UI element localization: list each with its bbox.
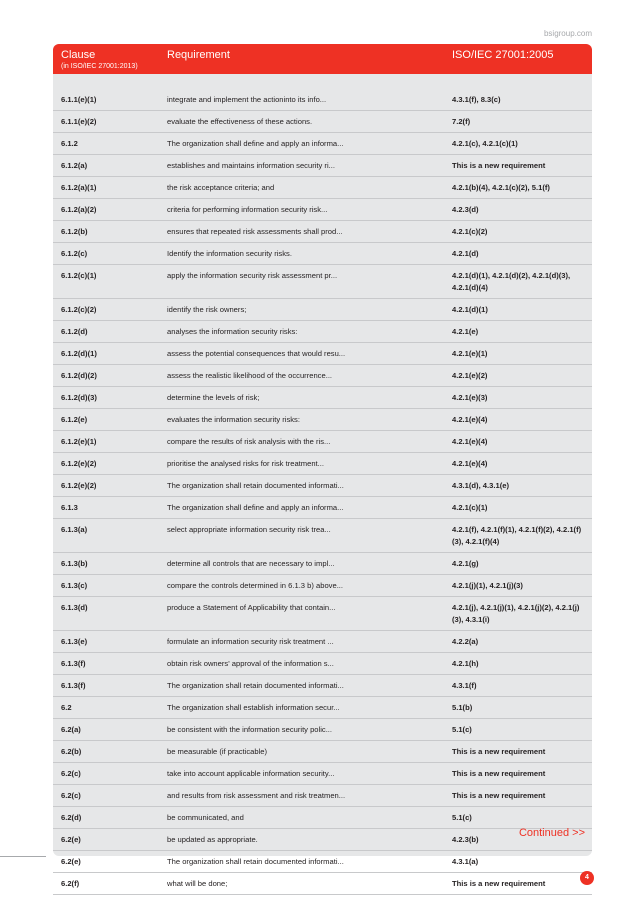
table-row bbox=[53, 221, 592, 243]
iso-reference-cell: 4.3.1(d), 4.3.1(e) bbox=[452, 481, 509, 490]
requirement-cell: determine all controls that are necessary to impl... bbox=[167, 559, 335, 568]
requirement-cell: produce a Statement of Applicability that contain... bbox=[167, 603, 336, 612]
clause-cell: 6.1.2(a) bbox=[61, 161, 88, 170]
clause-cell: 6.1.3 bbox=[61, 503, 78, 512]
clause-cell: 6.1.2(a)(1) bbox=[61, 183, 97, 192]
clause-cell: 6.2 bbox=[61, 703, 72, 712]
iso-reference-cell: 4.2.1(d) bbox=[452, 249, 479, 258]
table-row bbox=[53, 497, 592, 519]
iso-reference-cell: 4.2.1(d)(1), 4.2.1(d)(2), 4.2.1(d)(3), 4.2.1(d)(4) bbox=[452, 271, 571, 292]
requirement-cell: be consistent with the information security polic... bbox=[167, 725, 333, 734]
clause-cell: 6.1.2(e)(1) bbox=[61, 437, 97, 446]
header-clause-subtitle: (in ISO/IEC 27001:2013) bbox=[61, 63, 138, 70]
site-url[interactable]: bsigroup.com bbox=[543, 29, 592, 38]
iso-reference-cell: 4.2.1(j), 4.2.1(j)(1), 4.2.1(j)(2), 4.2.1(j)(3), 4.3.1(i) bbox=[452, 603, 580, 624]
table-row bbox=[53, 829, 592, 851]
iso-reference-cell: 4.2.1(e)(4) bbox=[452, 459, 488, 468]
iso-reference-cell: 4.3.1(f), 8.3(c) bbox=[452, 95, 501, 104]
table-row bbox=[53, 177, 592, 199]
clause-cell: 6.1.2(e) bbox=[61, 415, 88, 424]
requirement-cell: what will be done; bbox=[167, 879, 228, 888]
clause-cell: 6.1.3(f) bbox=[61, 681, 86, 690]
table-row bbox=[53, 597, 592, 631]
clause-cell: 6.1.1(e)(2) bbox=[61, 117, 97, 126]
clause-cell: 6.1.2(e)(2) bbox=[61, 481, 97, 490]
header-requirement: Requirement bbox=[167, 49, 230, 61]
table-row bbox=[53, 575, 592, 597]
table-row bbox=[53, 553, 592, 575]
clause-cell: 6.2(b) bbox=[61, 747, 82, 756]
table-row bbox=[53, 133, 592, 155]
iso-reference-cell: 4.2.1(e)(2) bbox=[452, 371, 488, 380]
requirement-cell: identify the risk owners; bbox=[167, 305, 247, 314]
requirement-cell: evaluate the effectiveness of these actions. bbox=[167, 117, 313, 126]
requirement-cell: analyses the information security risks: bbox=[167, 327, 298, 336]
table-row bbox=[53, 431, 592, 453]
requirement-cell: Identify the information security risks. bbox=[167, 249, 292, 258]
requirement-cell: select appropriate information security risk trea... bbox=[167, 525, 331, 534]
requirement-cell: be communicated, and bbox=[167, 813, 244, 822]
table-row bbox=[53, 873, 592, 895]
table-row bbox=[53, 299, 592, 321]
iso-reference-cell: 4.2.1(d)(1) bbox=[452, 305, 488, 314]
requirement-cell: compare the results of risk analysis with the ris... bbox=[167, 437, 331, 446]
clause-cell: 6.1.2 bbox=[61, 139, 78, 148]
table-row bbox=[53, 321, 592, 343]
iso-reference-cell: 4.2.1(f), 4.2.1(f)(1), 4.2.1(f)(2), 4.2.1(f)(3), 4.2.1(f)(4) bbox=[452, 525, 582, 546]
iso-reference-cell: 4.2.1(h) bbox=[452, 659, 479, 668]
table-row bbox=[53, 155, 592, 177]
clause-cell: 6.1.2(d)(3) bbox=[61, 393, 97, 402]
table-header bbox=[53, 44, 592, 74]
clause-cell: 6.2(c) bbox=[61, 791, 81, 800]
table-row bbox=[53, 519, 592, 553]
clause-cell: 6.1.3(e) bbox=[61, 637, 88, 646]
iso-reference-cell: 4.2.1(e)(1) bbox=[452, 349, 488, 358]
iso-reference-cell: 4.2.3(d) bbox=[452, 205, 479, 214]
clause-cell: 6.1.2(b) bbox=[61, 227, 88, 236]
table-row bbox=[53, 365, 592, 387]
table-row bbox=[53, 763, 592, 785]
clause-cell: 6.1.2(c) bbox=[61, 249, 88, 258]
requirement-cell: compare the controls determined in 6.1.3 b) above... bbox=[167, 581, 344, 590]
iso-reference-cell: 4.2.3(b) bbox=[452, 835, 479, 844]
page-number-badge: 4 bbox=[580, 871, 594, 885]
clause-cell: 6.1.2(a)(2) bbox=[61, 205, 97, 214]
iso-reference-cell: 4.2.1(e)(3) bbox=[452, 393, 488, 402]
requirement-cell: assess the potential consequences that would resu... bbox=[167, 349, 346, 358]
requirement-cell: The organization shall establish information secur... bbox=[167, 703, 340, 712]
requirement-cell: determine the levels of risk; bbox=[167, 393, 260, 402]
iso-reference-cell: 5.1(b) bbox=[452, 703, 473, 712]
requirement-cell: evaluates the information security risks: bbox=[167, 415, 300, 424]
requirement-cell: integrate and implement the actioninto its info... bbox=[167, 95, 327, 104]
requirement-cell: be measurable (if practicable) bbox=[167, 747, 268, 756]
requirement-cell: criteria for performing information security risk... bbox=[167, 205, 328, 214]
iso-reference-cell: 4.2.1(e) bbox=[452, 327, 479, 336]
clause-cell: 6.1.2(e)(2) bbox=[61, 459, 97, 468]
clause-cell: 6.1.2(d)(1) bbox=[61, 349, 97, 358]
continued-link[interactable]: Continued >> bbox=[518, 827, 585, 839]
iso-reference-cell: 4.2.1(g) bbox=[452, 559, 479, 568]
requirement-cell: assess the realistic likelihood of the occurrence... bbox=[167, 371, 333, 380]
footer-divider bbox=[0, 856, 46, 857]
requirement-cell: prioritise the analysed risks for risk treatment... bbox=[167, 459, 324, 468]
requirement-cell: formulate an information security risk treatment ... bbox=[167, 637, 334, 646]
iso-reference-cell: 4.2.2(a) bbox=[452, 637, 479, 646]
table-row bbox=[53, 453, 592, 475]
iso-reference-cell: This is a new requirement bbox=[452, 769, 546, 778]
iso-reference-cell: 5.1(c) bbox=[452, 725, 472, 734]
clause-cell: 6.1.3(b) bbox=[61, 559, 88, 568]
table-row bbox=[53, 807, 592, 829]
iso-reference-cell: 4.2.1(c)(1) bbox=[452, 503, 488, 512]
table-row bbox=[53, 243, 592, 265]
requirement-cell: The organization shall define and apply an informa... bbox=[167, 139, 344, 148]
table-row bbox=[53, 719, 592, 741]
iso-reference-cell: This is a new requirement bbox=[452, 747, 546, 756]
header-clause: Clause bbox=[61, 49, 96, 61]
table-row bbox=[53, 265, 592, 299]
clause-cell: 6.1.2(d) bbox=[61, 327, 88, 336]
iso-reference-cell: 4.2.1(c)(2) bbox=[452, 227, 488, 236]
iso-reference-cell: This is a new requirement bbox=[452, 791, 546, 800]
clause-cell: 6.2(e) bbox=[61, 857, 81, 866]
requirement-cell: the risk acceptance criteria; and bbox=[167, 183, 275, 192]
iso-reference-cell: 4.2.1(j)(1), 4.2.1(j)(3) bbox=[452, 581, 523, 590]
table-row bbox=[53, 653, 592, 675]
requirement-cell: take into account applicable information security... bbox=[167, 769, 335, 778]
iso-reference-cell: 4.2.1(c), 4.2.1(c)(1) bbox=[452, 139, 518, 148]
requirement-cell: be updated as appropriate. bbox=[167, 835, 258, 844]
requirement-cell: The organization shall retain documented informati... bbox=[167, 481, 344, 490]
table-row bbox=[53, 343, 592, 365]
iso-reference-cell: 4.2.1(b)(4), 4.2.1(c)(2), 5.1(f) bbox=[452, 183, 550, 192]
requirement-cell: apply the information security risk assessment pr... bbox=[167, 271, 338, 280]
table-row bbox=[53, 409, 592, 431]
iso-reference-cell: 4.3.1(a) bbox=[452, 857, 479, 866]
requirement-cell: establishes and maintains information security ri... bbox=[167, 161, 335, 170]
requirement-cell: obtain risk owners' approval of the information s... bbox=[167, 659, 334, 668]
clause-cell: 6.2(a) bbox=[61, 725, 81, 734]
table-row bbox=[53, 697, 592, 719]
table-row bbox=[53, 111, 592, 133]
requirement-cell: ensures that repeated risk assessments shall prod... bbox=[167, 227, 343, 236]
clause-cell: 6.2(f) bbox=[61, 879, 80, 888]
clause-cell: 6.1.3(c) bbox=[61, 581, 88, 590]
iso-reference-cell: 4.2.1(e)(4) bbox=[452, 437, 488, 446]
clause-cell: 6.1.3(f) bbox=[61, 659, 86, 668]
clause-cell: 6.1.1(e)(1) bbox=[61, 95, 97, 104]
iso-reference-cell: 5.1(c) bbox=[452, 813, 472, 822]
iso-reference-cell: This is a new requirement bbox=[452, 879, 546, 888]
iso-reference-cell: 4.3.1(f) bbox=[452, 681, 477, 690]
table-row bbox=[53, 631, 592, 653]
clause-cell: 6.1.2(c)(1) bbox=[61, 271, 97, 280]
requirement-cell: The organization shall retain documented informati... bbox=[167, 681, 344, 690]
table-row bbox=[53, 785, 592, 807]
requirement-cell: and results from risk assessment and risk treatmen... bbox=[167, 791, 346, 800]
clause-cell: 6.1.3(d) bbox=[61, 603, 88, 612]
table-row bbox=[53, 89, 592, 111]
clause-cell: 6.1.2(c)(2) bbox=[61, 305, 97, 314]
table-row bbox=[53, 387, 592, 409]
table-row bbox=[53, 475, 592, 497]
iso-reference-cell: This is a new requirement bbox=[452, 161, 546, 170]
requirement-cell: The organization shall define and apply an informa... bbox=[167, 503, 344, 512]
table-row bbox=[53, 851, 592, 873]
clause-cell: 6.2(d) bbox=[61, 813, 82, 822]
table-body bbox=[53, 89, 592, 895]
header-iso: ISO/IEC 27001:2005 bbox=[452, 49, 554, 61]
clause-cell: 6.1.2(d)(2) bbox=[61, 371, 97, 380]
clause-cell: 6.2(e) bbox=[61, 835, 81, 844]
clause-cell: 6.2(c) bbox=[61, 769, 81, 778]
iso-reference-cell: 4.2.1(e)(4) bbox=[452, 415, 488, 424]
requirement-cell: The organization shall retain documented informati... bbox=[167, 857, 344, 866]
table-row bbox=[53, 741, 592, 763]
table-row bbox=[53, 199, 592, 221]
iso-reference-cell: 7.2(f) bbox=[452, 117, 471, 126]
clause-cell: 6.1.3(a) bbox=[61, 525, 88, 534]
table-row bbox=[53, 675, 592, 697]
